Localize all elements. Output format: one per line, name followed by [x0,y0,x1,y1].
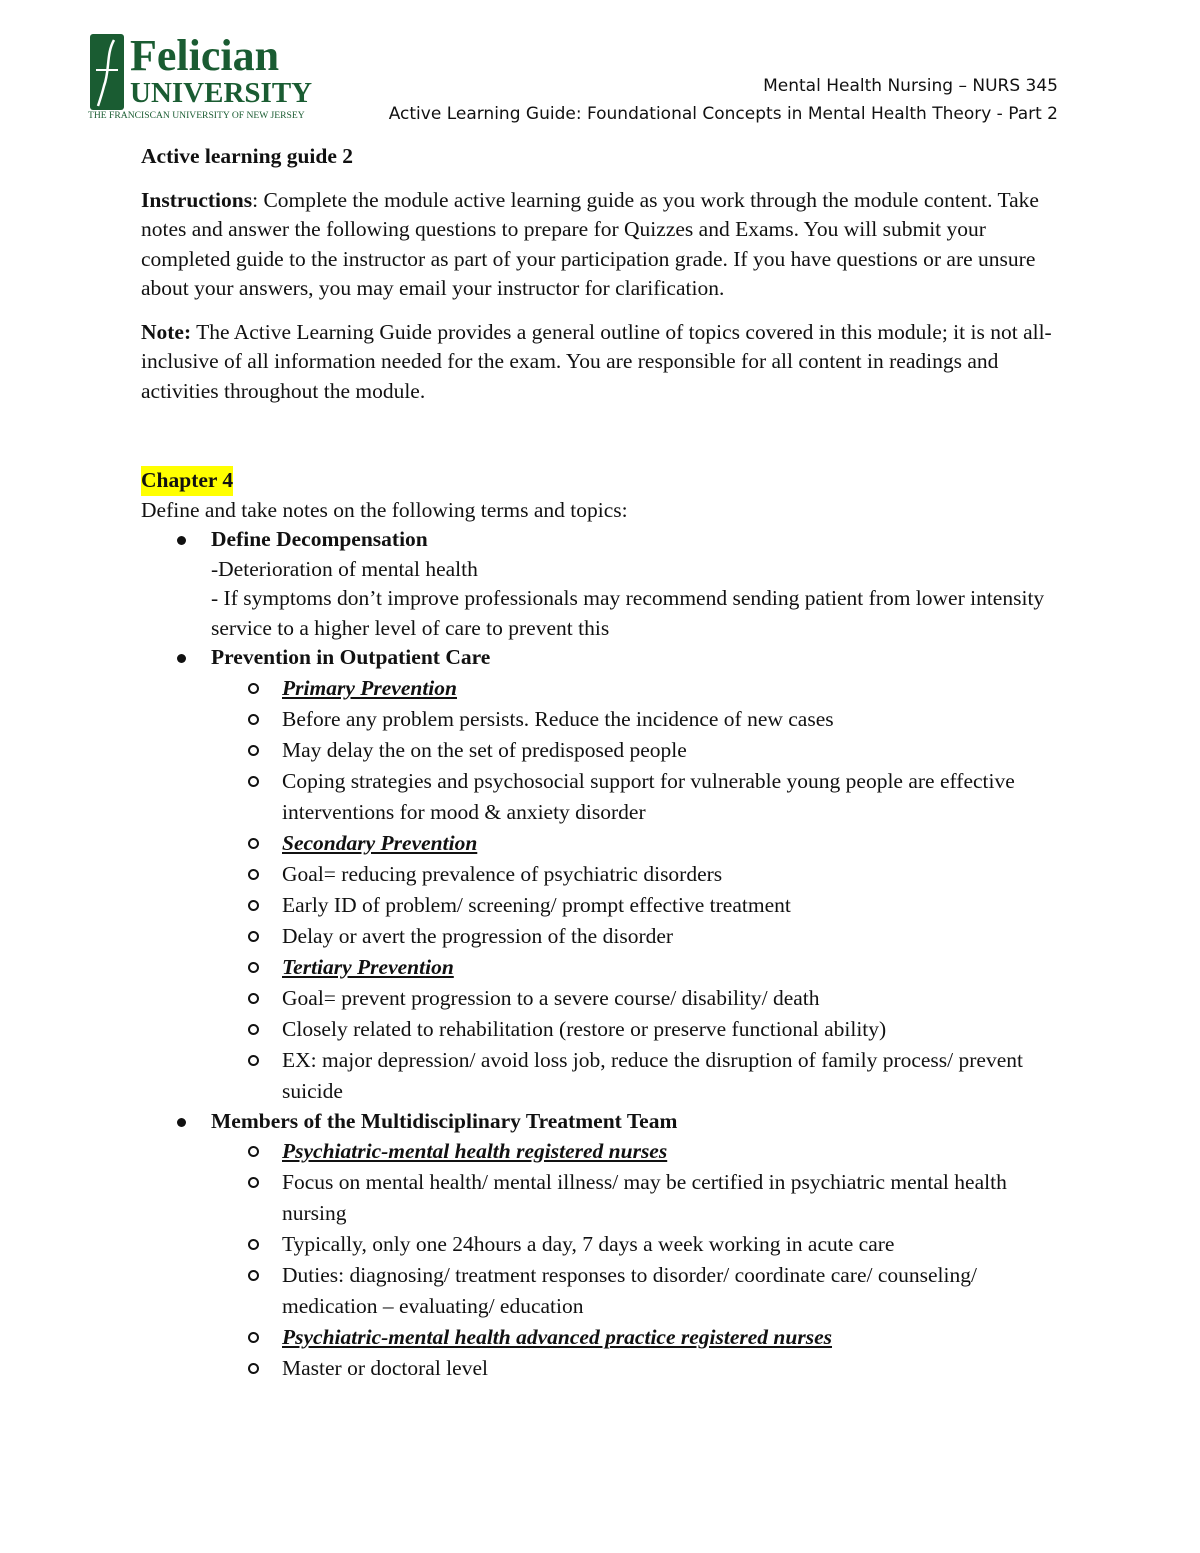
subheading: Psychiatric-mental health registered nurses [282,1139,668,1163]
note-label: Note: [141,319,192,344]
topic-list [141,525,1061,1384]
list-item-text: Duties: diagnosing/ treatment responses to disorder/ coordinate care/ counseling/ medication – evaluating/ education [282,1263,977,1318]
instructions-label: Instructions [141,187,253,212]
list-item [141,921,1061,952]
list-item [141,828,1061,859]
list-item-text: Goal= prevent progression to a severe course/ disability/ death [282,985,820,1010]
bullet-icon [177,1118,186,1127]
chapter-heading: Chapter 4 [141,466,233,496]
list-item-text: Coping strategies and psychosocial support for vulnerable young people are effective interventions for mood & anxiety disorder [282,768,1015,824]
page-header [389,72,1058,128]
circle-bullet-icon [248,900,259,911]
topic-item [141,1107,1061,1385]
course-title: Mental Health Nursing – NURS 345 [763,76,1058,96]
list-item [141,1167,1061,1229]
circle-bullet-icon [248,1363,259,1374]
logo-tagline: THE FRANCISCAN UNIVERSITY OF NEW JERSEY [88,110,305,121]
list-item-text: Goal= reducing prevalence of psychiatric disorders [282,861,723,886]
bullet-icon [177,536,186,545]
felician-university-logo [88,30,338,122]
circle-bullet-icon [248,1177,259,1188]
note-paragraph [141,318,1061,407]
list-item [141,766,1061,828]
list-item [141,1045,1061,1107]
list-item-text: Delay or avert the progression of the disorder [282,923,674,948]
topic-note: -Deterioration of mental health [211,556,478,581]
circle-bullet-icon [248,993,259,1004]
list-item-text: Typically, only one 24hours a day, 7 days a week working in acute care [282,1232,895,1256]
list-item [141,1229,1061,1260]
circle-bullet-icon [248,683,259,694]
subheading: Psychiatric-mental health advanced practice registered nurses [282,1325,832,1349]
instructions-paragraph [141,186,1061,304]
topic-item [141,643,1061,1107]
topic-heading: Prevention in Outpatient Care [211,645,491,669]
subheading: Primary Prevention [282,675,457,700]
circle-bullet-icon [248,714,259,725]
logo-name: Felician [130,31,280,80]
circle-bullet-icon [248,931,259,942]
list-item-text: Before any problem persists. Reduce the incidence of new cases [282,706,834,731]
document-title: Active learning guide 2 [141,144,353,168]
document-body [141,142,1061,1384]
instructions-text: : Complete the module active learning guide as you work through the module content. Take notes and answer the following questions to prepare for Quizzes and Exams. You will submit your completed guide to the instructor as part of your participation grade. If you have questions or are unsure about your answers, you may email your instructor for clarification. [141,187,1039,300]
topic-heading: Members of the Multidisciplinary Treatment Team [211,1108,678,1133]
bullet-icon [177,654,186,663]
circle-bullet-icon [248,776,259,787]
subtopic-list [211,1136,1061,1384]
circle-bullet-icon [248,745,259,756]
circle-bullet-icon [248,962,259,973]
list-item-text: Early ID of problem/ screening/ prompt effective treatment [282,892,791,917]
circle-bullet-icon [248,1024,259,1035]
circle-bullet-icon [248,1239,259,1250]
circle-bullet-icon [248,1146,259,1157]
note-text: The Active Learning Guide provides a general outline of topics covered in this module; it is not all-inclusive of all information needed for the exam. You are responsible for all content in readings and activities throughout the module. [141,319,1052,403]
list-item [141,1260,1061,1322]
list-item-text: Focus on mental health/ mental illness/ may be certified in psychiatric mental health nursing [282,1170,1007,1225]
list-item [141,1353,1061,1384]
list-item [141,1322,1061,1353]
list-item-text: May delay the on the set of predisposed people [282,737,687,762]
list-item-text: Master or doctoral level [282,1356,488,1380]
list-item [141,952,1061,983]
topic-heading: Define Decompensation [211,527,428,551]
topic-item [141,525,1061,643]
guide-title: Active Learning Guide: Foundational Concepts in Mental Health Theory - Part 2 [388,104,1058,124]
subheading: Tertiary Prevention [282,954,454,979]
list-item [141,704,1061,735]
list-item-text: Closely related to rehabilitation (restore or preserve functional ability) [282,1016,887,1041]
circle-bullet-icon [248,869,259,880]
logo-university: UNIVERSITY [130,77,313,109]
topic-note: - If symptoms don’t improve professionals may recommend sending patient from lower intensity service to a higher level of care to prevent this [211,586,1045,640]
subtopic-list [211,673,1061,1107]
list-item [141,735,1061,766]
list-item [141,673,1061,704]
list-item [141,859,1061,890]
list-item-text: EX: major depression/ avoid loss job, reduce the disruption of family process/ prevent suicide [282,1047,1023,1103]
subheading: Secondary Prevention [282,830,478,855]
list-item [141,1014,1061,1045]
list-item [141,890,1061,921]
circle-bullet-icon [248,1055,259,1066]
circle-bullet-icon [248,1270,259,1281]
list-item [141,983,1061,1014]
circle-bullet-icon [248,1332,259,1343]
list-item [141,1136,1061,1167]
circle-bullet-icon [248,838,259,849]
chapter-intro: Define and take notes on the following terms and topics: [141,497,628,522]
